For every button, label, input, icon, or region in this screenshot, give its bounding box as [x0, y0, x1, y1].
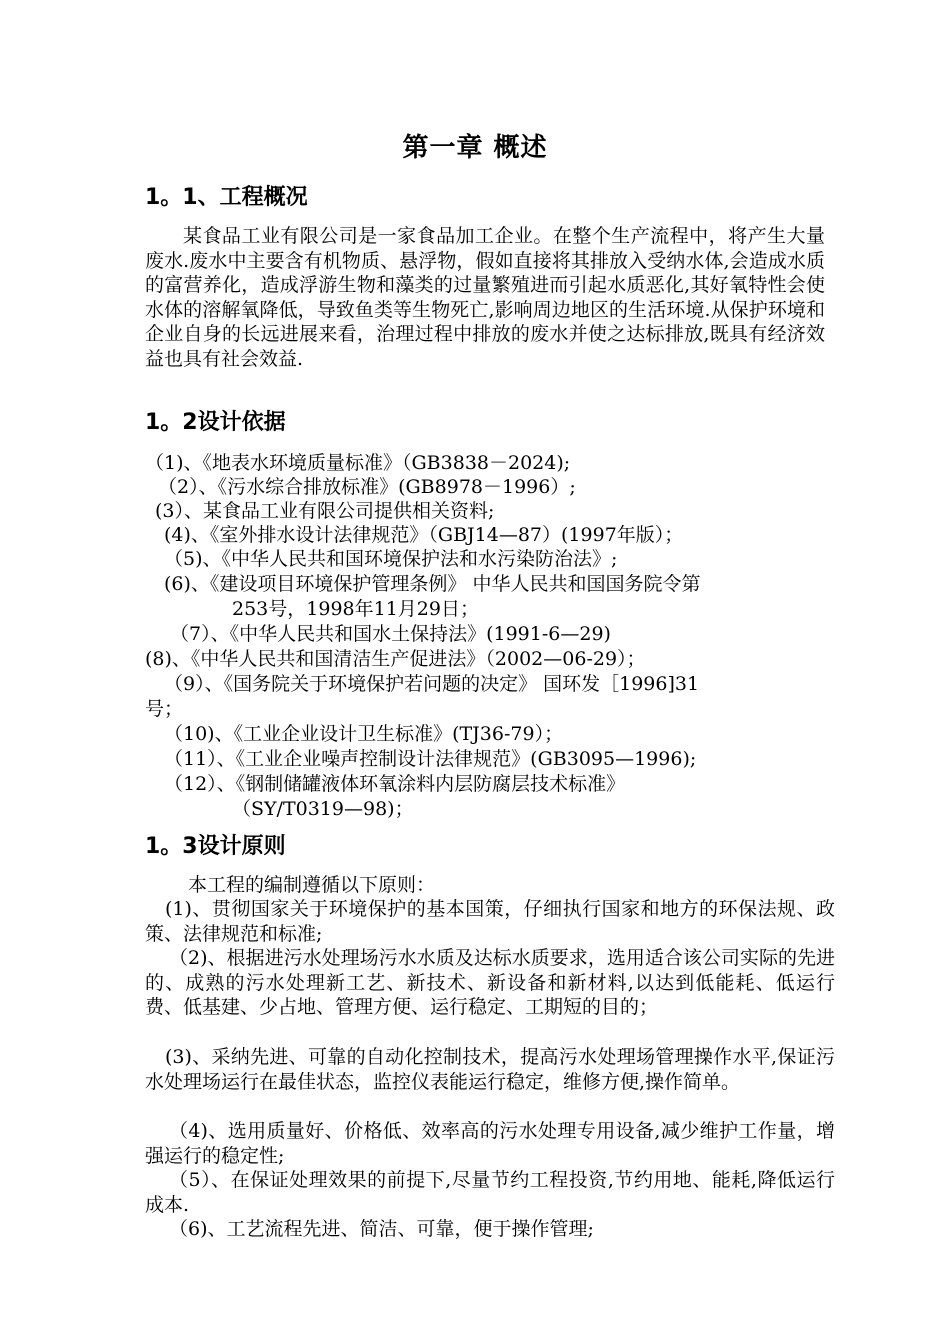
principle-item: （5）、在保证处理效果的前提下,尽量节约工程投资,节约用地、能耗,降低运行成本. — [145, 1169, 835, 1216]
design-basis-item: （2）、《污水综合排放标准》(GB8978－1996）; — [158, 476, 576, 498]
design-basis-item: （7）、《中华人民共和国水土保持法》(1991-6—29) — [170, 623, 611, 645]
design-basis-item: （10)、《工业企业设计卫生标准》(TJ36-79）； — [164, 723, 564, 745]
principle-item: (3)、采纳先进、可靠的自动化控制技术，提高污水处理场管理操作水平,保证污水处理场运行在最佳状态，监控仪表能运行稳定，维修方便,操作简单。 — [145, 1046, 835, 1093]
overview-paragraph: 某食品工业有限公司是一家食品加工企业。在整个生产流程中，将产生大量废水.废水中主要含有机物质、悬浮物，假如直接将其排放入受纳水体,会造成水质的富营养化，造成浮游生物和藻类的过量繁殖进而引起水质恶化,其好氧特性会使水体的溶解氧降低，导致鱼类等生物死亡,影响周边地区的生活环境.从保护环境和企业自身的长远进展来看，治理过程中排放的废水并使之达标排放,既具有经济效益也具有社会效益. — [145, 225, 825, 370]
principle-item: （4)、选用质量好、价格低、效率高的污水处理专用设备,减少维护工作量，增强运行的稳定性; — [145, 1120, 835, 1167]
design-basis-item: (3）、某食品工业有限公司提供相关资料; — [155, 500, 495, 522]
principle-item: （2)、根据进污水处理场污水水质及达标水质要求，选用适合该公司实际的先进的、成熟的污水处理新工艺、新技术、新设备和新材料,以达到低能耗、低运行费、低基建、少占地、管理方便、运行稳定、工期短的目的； — [145, 947, 835, 1018]
design-basis-item: （9）、《国务院关于环境保护若问题的决定》 国环发［1996]31 — [164, 673, 700, 695]
principle-item: （6)、工艺流程先进、简洁、可靠，便于操作管理; — [169, 1218, 594, 1240]
section-heading-overview: 1。1、工程概况 — [145, 185, 308, 210]
design-basis-item: (8)、《中华人民共和国清洁生产促进法》（2002—06-29）； — [145, 648, 646, 670]
section-heading-design-principles: 1。3设计原则 — [145, 834, 286, 859]
design-basis-item: （11）、《工业企业噪声控制设计法律规范》(GB3095—1996); — [164, 748, 697, 770]
design-basis-item: （1)、《地表水环境质量标准》（GB3838－2024); — [145, 452, 571, 474]
design-basis-item-continuation: 号； — [145, 698, 184, 720]
section-heading-design-basis: 1。2设计依据 — [145, 410, 286, 435]
design-basis-item: （12）、《钢制储罐液体环氧涂料内层防腐层技术标准》 — [164, 773, 626, 795]
design-basis-item-continuation: 253号，1998年11月29日； — [232, 598, 479, 620]
chapter-title: 第一章 概述 — [402, 133, 548, 163]
principles-intro: 本工程的编制遵循以下原则： — [188, 874, 436, 896]
principle-item: (1)、贯彻国家关于环境保护的基本国策，仔细执行国家和地方的环保法规、政策、法律规范和标准; — [145, 898, 835, 945]
design-basis-item: (6)、《建设项目环境保护管理条例》 中华人民共和国国务院令第 — [164, 573, 701, 595]
design-basis-item: （5)、《中华人民共和国环境保护法和水污染防治法》; — [164, 548, 618, 570]
design-basis-item: (4)、《室外排水设计法律规范》（GBJ14—87）(1997年版）； — [164, 524, 684, 546]
design-basis-item-continuation: （SY/T0319—98)； — [232, 798, 414, 820]
